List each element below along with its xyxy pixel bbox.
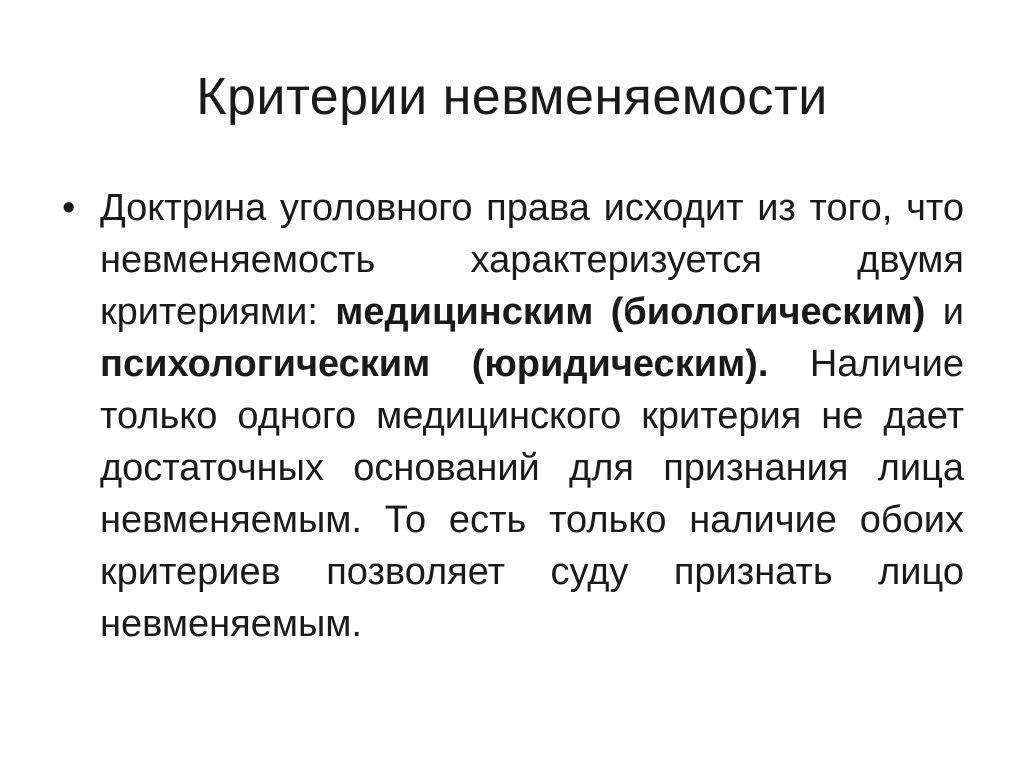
paragraph-text-part-1: Доктрина уголовного права исходит из того, что невменяемость характеризуется двумя критериями:	[100, 187, 964, 333]
bullet-item	[60, 182, 964, 650]
paragraph-text-part-2: и	[925, 291, 964, 333]
slide-body	[60, 182, 964, 650]
emphasis-psychological-criterion: психологическим (юридическим).	[100, 343, 769, 385]
slide-title: Критерии невменяемости	[196, 68, 828, 126]
bullet-paragraph	[100, 182, 964, 650]
paragraph-text-part-3: Наличие только одного медицинского критерия не дает достаточных оснований для признания лица невменяемым. То есть только наличие обоих критериев позволяет суду признать лицо невменяемым.	[100, 343, 964, 645]
emphasis-medical-criterion: медицинским (биологическим)	[335, 291, 926, 333]
bullet-point-icon: •	[62, 187, 76, 229]
